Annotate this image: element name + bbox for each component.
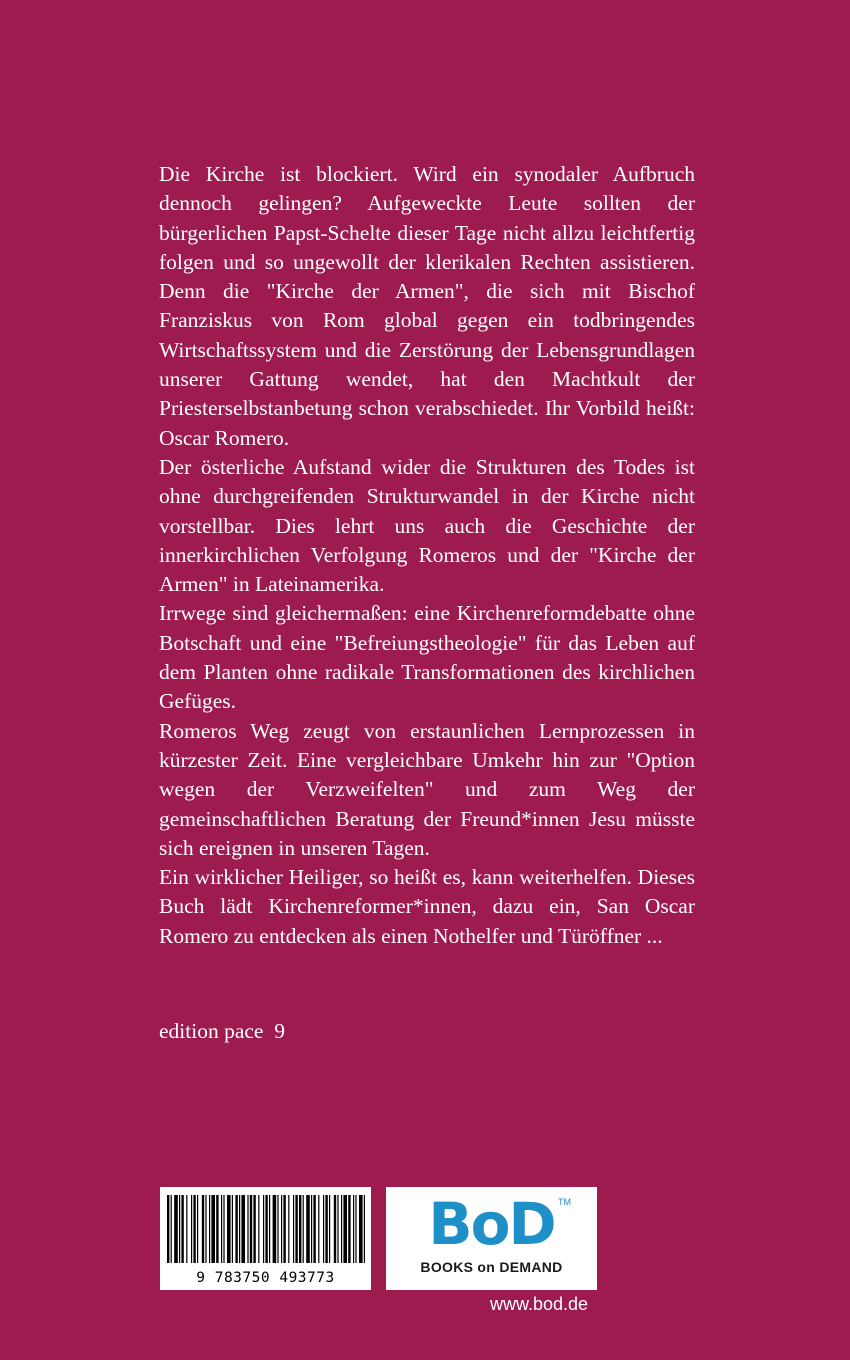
barcode-bar: [299, 1195, 301, 1263]
blurb-paragraph-4: Romeros Weg zeugt von erstaunlichen Lernprozessen in kürzester Zeit. Eine vergleichbare Umkehr hin zur "Option wegen der Verzweifelten" und zum Weg der gemeinschaftlichen Beratung der Freund*innen Jesu müsste sich ereignen in unseren Tagen.: [159, 718, 695, 860]
blurb-paragraph-1: Die Kirche ist blockiert. Wird ein synodaler Aufbruch dennoch gelingen? Aufgeweckte Leute sollten der bürgerlichen Papst-Schelte dieser Tage nicht allzu leichtfertig folgen und so ungewollt der klerikalen Rechten assistieren. Denn die "Kirche der Armen", die sich mit Bischof Franziskus von Rom global gegen ein todbringendes Wirtschaftssystem und die Zerstörung der Lebensgrundlagen unserer Gattung wendet, hat den Machtkult der Priesterselbstanbetung schon verabschiedet. Ihr Vorbild heißt: Oscar Romero.: [159, 162, 695, 450]
barcode-bar: [293, 1195, 294, 1263]
barcode-bar: [205, 1195, 206, 1263]
barcode-bar: [353, 1195, 354, 1263]
publisher-logo-box: [386, 1187, 597, 1290]
barcode-bar: [283, 1195, 285, 1263]
isbn-barcode: [160, 1187, 371, 1290]
barcode-bar: [303, 1195, 304, 1263]
trademark-mark: TM: [558, 1197, 571, 1207]
barcode-bar: [241, 1195, 245, 1263]
blurb-paragraph-2: Der österliche Aufstand wider die Strukturen des Todes ist ohne durchgreifenden Strukturwandel in der Kirche nicht vorstellbar. Dies lehrt uns auch die Geschichte der innerkirchlichen Verfolgung Romeros und der "Kirche der Armen" in Lateinamerika.: [159, 454, 695, 597]
barcode-bar: [247, 1195, 248, 1263]
barcode-bar: [171, 1195, 172, 1263]
barcode-bar: [263, 1195, 264, 1263]
barcode-bar: [174, 1195, 178, 1263]
back-cover-blurb: [159, 160, 695, 951]
barcode-bar: [329, 1195, 330, 1263]
barcode-bars: [165, 1195, 366, 1263]
barcode-bar: [197, 1195, 198, 1263]
barcode-bar: [343, 1195, 347, 1263]
barcode-bar: [364, 1195, 365, 1263]
barcode-bar: [221, 1195, 222, 1263]
barcode-bar: [318, 1195, 319, 1263]
barcode-bar: [277, 1195, 278, 1263]
barcode-bar: [334, 1195, 336, 1263]
barcode-bar: [227, 1195, 231, 1263]
barcode-bar: [216, 1195, 218, 1263]
barcode-bar: [191, 1195, 192, 1263]
barcode-bar: [288, 1195, 289, 1263]
publisher-tagline: BOOKS on DEMAND: [420, 1259, 563, 1275]
barcode-bar: [359, 1195, 363, 1263]
barcode-bar: [179, 1195, 180, 1263]
barcode-bar: [269, 1195, 270, 1263]
barcode-bar: [167, 1195, 169, 1263]
publisher-website: www.bod.de: [490, 1294, 589, 1314]
barcode-bar: [265, 1195, 267, 1263]
barcode-bar: [186, 1195, 187, 1263]
barcode-bar: [202, 1195, 204, 1263]
barcode-bar: [306, 1195, 310, 1263]
barcode-bar: [281, 1195, 282, 1263]
isbn-digits: 9 783750 493773: [196, 1270, 335, 1286]
publisher-logo: BoD: [428, 1190, 555, 1258]
barcode-bar: [337, 1195, 338, 1263]
barcode-bar: [239, 1195, 240, 1263]
barcode-bar: [313, 1195, 315, 1263]
barcode-bar: [323, 1195, 324, 1263]
barcode-bar: [232, 1195, 233, 1263]
barcode-bar: [325, 1195, 327, 1263]
barcode-bar: [253, 1195, 255, 1263]
barcode-bar: [295, 1195, 297, 1263]
blurb-paragraph-5: Ein wirklicher Heiliger, so heißt es, kann weiterhelfen. Dieses Buch lädt Kirchenreformer*innen, dazu ein, San Oscar Romero zu entdecken als einen Nothelfer und Türöffner ...: [159, 865, 695, 948]
barcode-bar: [273, 1195, 277, 1263]
barcode-bar: [211, 1195, 215, 1263]
barcode-bar: [209, 1195, 210, 1263]
barcode-bar: [223, 1195, 224, 1263]
barcode-bar: [250, 1195, 252, 1263]
barcode-bar: [355, 1195, 356, 1263]
blurb-paragraph-3: Irrwege sind gleichermaßen: eine Kirchenreformdebatte ohne Botschaft und eine "Befreiungstheologie" für das Leben auf dem Planten ohne radikale Transformationen des kirchlichen Gefüges.: [159, 601, 695, 714]
barcode-bar: [258, 1195, 259, 1263]
series-label: edition pace 9: [159, 1019, 285, 1043]
barcode-bar: [348, 1195, 350, 1263]
barcode-bar: [311, 1195, 312, 1263]
barcode-bar: [181, 1195, 183, 1263]
barcode-bar: [341, 1195, 342, 1263]
barcode-bar: [235, 1195, 237, 1263]
barcode-bar: [193, 1195, 195, 1263]
